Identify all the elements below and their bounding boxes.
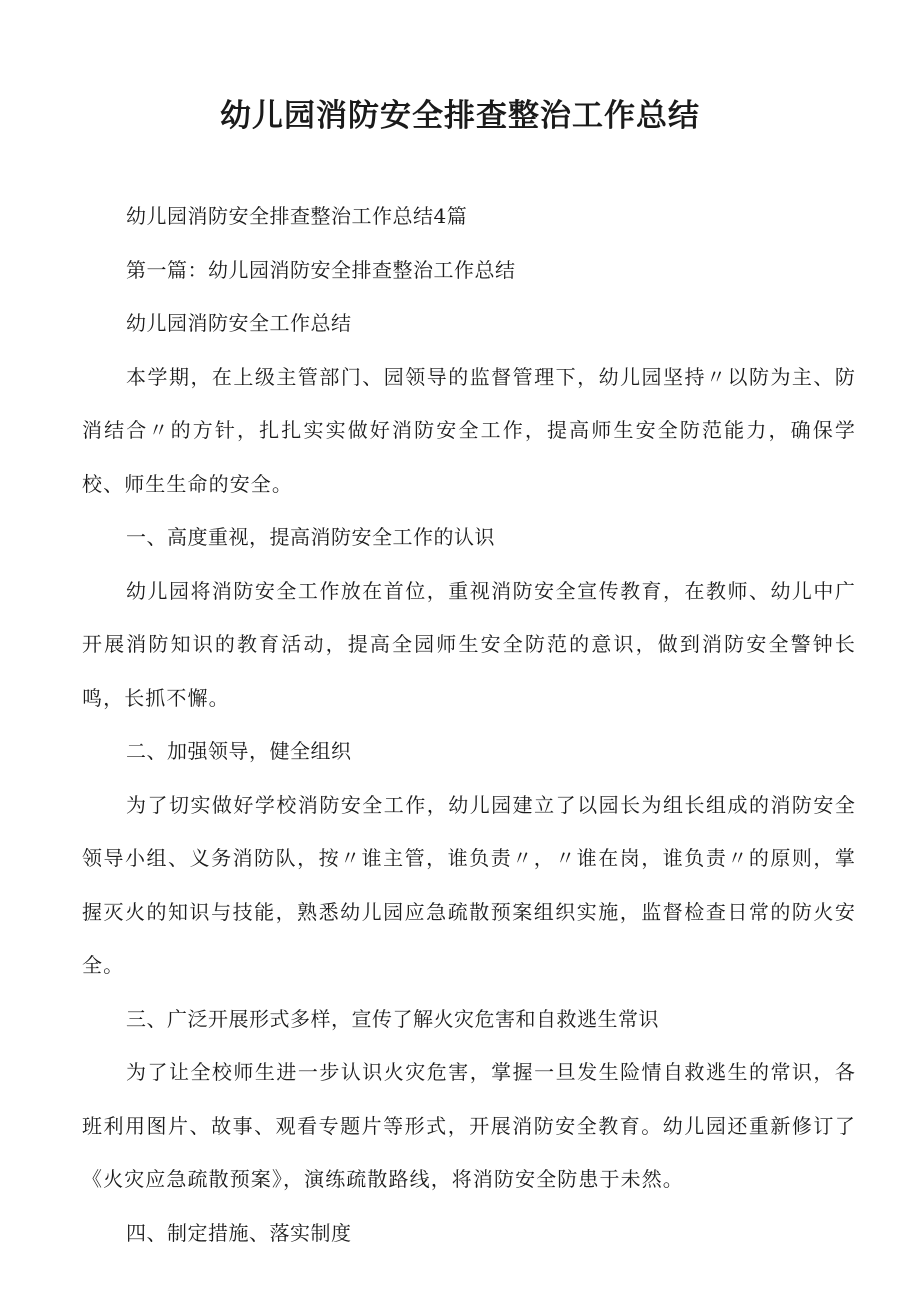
section-title: 幼儿园消防安全工作总结 — [126, 311, 352, 335]
body-paragraph: 为了切实做好学校消防安全工作，幼儿园建立了以园长为组长组成的消防安全领导小组、义务消防队，按〃谁主管，谁负责〃，〃谁在岗，谁负责〃的原则，掌握灭火的知识与技能，熟悉幼儿园应急疏散预案组织实施，监督检查日常的防火安全。 — [82, 792, 856, 977]
body-paragraph: 幼儿园将消防安全工作放在首位，重视消防安全宣传教育，在教师、幼儿中广开展消防知识的教育活动，提高全园师生安全防范的意识，做到消防安全警钟长鸣，长抓不懈。 — [82, 578, 856, 710]
section-heading: 三、广泛开展形式多样，宣传了解火灾危害和自救逃生常识 — [126, 1006, 659, 1031]
chapter-heading: 第一篇：幼儿园消防安全排查整治工作总结 — [126, 257, 516, 282]
document-title: 幼儿园消防安全排查整治工作总结 — [220, 98, 700, 134]
body-paragraph: 本学期，在上级主管部门、园领导的监督管理下，幼儿园坚持〃以防为主、防消结合〃的方针，扎扎实实做好消防安全工作，提高师生安全防范能力，确保学校、师生生命的安全。 — [82, 364, 856, 496]
section-heading: 二、加强领导，健全组织 — [126, 739, 352, 763]
section-heading: 四、制定措施、落实制度 — [126, 1220, 352, 1245]
body-paragraph: 为了让全校师生进一步认识火灾危害，掌握一旦发生险情自救逃生的常识，各班利用图片、故事、观看专题片等形式，开展消防安全教育。幼儿园还重新修订了《火灾应急疏散预案》，演练疏散路线，将消防安全防患于未然。 — [82, 1060, 856, 1191]
subtitle-line: 幼儿园消防安全排查整治工作总结4篇 — [126, 204, 468, 228]
document-body — [82, 190, 856, 1260]
section-heading: 一、高度重视，提高消防安全工作的认识 — [126, 525, 495, 549]
